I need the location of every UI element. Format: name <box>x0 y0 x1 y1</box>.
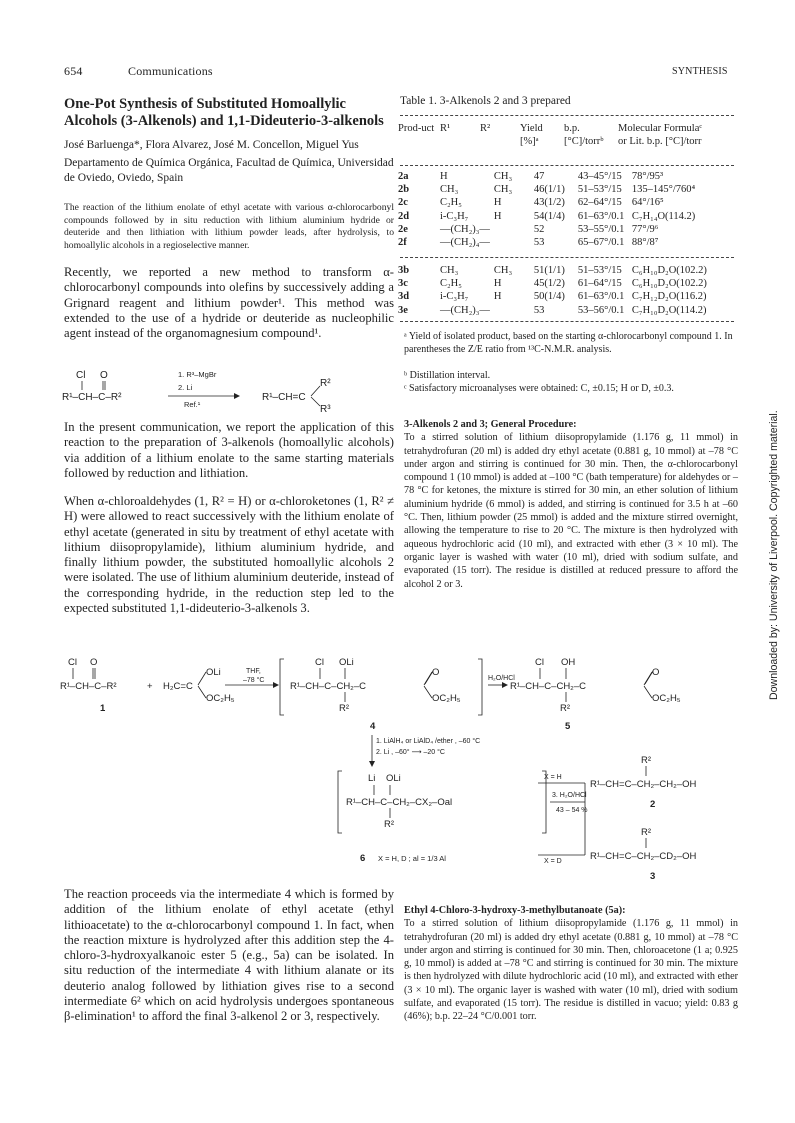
table-cell: i-C₃H₇ <box>440 291 469 303</box>
table-cell: C₇H₁₂D₂O(116.2) <box>631 291 707 303</box>
table-cell: 45(1/2) <box>533 278 565 290</box>
table-cell: 2a <box>398 171 409 182</box>
table-cell: 54(1/4) <box>533 210 565 222</box>
table-cell: C₇H₁₀D₂O(114.2) <box>631 304 707 316</box>
table-cell <box>492 223 532 236</box>
table-cell: 2d <box>398 210 410 222</box>
svg-text:OH: OH <box>561 657 576 668</box>
svg-text:R³: R³ <box>320 404 331 414</box>
svg-text:R²: R² <box>320 378 331 389</box>
general-procedure-text: To a stirred solution of lithium diisopropylamide (1.176 g, 11 mmol) in tetrahydrofuran (20 ml) is added dry ethyl acetate (0.881 g, 10 mmol) at –78 °C under argon and stirring is continued for 30 min. Then, the α-chlorocarbonyl compound 1 (10 mmol) is added at –100 °C (bath temperature) for aldehydes or –78 °C for ketones, the mixture is stirred for 30 min, an ether solution of lithium aluminium hydride (6 mmol) is added, and stirring is continued for 3.5 h at –60 °C. Then, lithium powder (25 mmol) is added and the mixture stirred overnight, allowing the temperature to rise to 20 °C. The mixture is then hydrolyzed with aqueous hydrochloric acid (10 ml), and extracted with ether (3 × 10 ml). The organic layer is washed with water (10 ml), dried with sodium sulfate, and evaporated (15 torr). The residue is distilled at reduced pressure to afford the alcohol 2 or 3. <box>404 432 738 590</box>
table-cell <box>492 236 532 249</box>
ester-procedure-text: To a stirred solution of lithium diisopropylamide (1.176 g, 11 mmol) in tetrahydrofuran (20 ml) is added dry ethyl acetate (0.881 g, 10 mmol) at –78 °C under argon and stirring is continued for 30 min. Then, chloroacetone (1 a; 0.925 g, 10 mmol) is added at –78 °C and stirring is continued for 30 min. The mixture is then hydrolyzed with dilute hydrochloric acid (10 ml), and extracted with ether (3 × 10 ml). The organic layer is washed with water (10 ml), dried with sodium sulfate, and evaporated (15 torr). The residue is distilled in vacuo; yield: 0.83 g (46%); b.p. 22–24 °C/0.001 torr. <box>404 918 738 1023</box>
svg-text:R¹–CH=C–CH₂–CH₂–OH: R¹–CH=C–CH₂–CH₂–OH <box>590 779 697 790</box>
svg-text:R¹–CH–C–CH₂–CX₂–Oal: R¹–CH–C–CH₂–CX₂–Oal <box>346 797 453 808</box>
scheme1-reagent-grignard: 1. R³–MgBr <box>178 370 217 379</box>
table-rule-bottom <box>400 321 734 322</box>
table-cell: 2e <box>398 223 408 235</box>
table-cell: CH₃ <box>493 184 513 196</box>
step4-yield: 43 – 54 % <box>556 807 588 814</box>
abstract: The reaction of the lithium enolate of ethyl acetate with various α-chlorocarbonyl compounds followed by in situ reduction with lithium aluminium hydride or deuteride and then lithiation with lithium powder leads, after hydrolysis, to homoallylic alcohols in a regioselective manner. <box>64 202 394 251</box>
ester-procedure <box>404 904 738 1024</box>
svg-text:R²: R² <box>339 703 350 714</box>
svg-text:Cl: Cl <box>535 657 544 668</box>
table-cell: 51–53°/15 <box>577 184 622 196</box>
table-row <box>396 196 728 209</box>
table-cell: CH₃ <box>493 265 513 276</box>
article-title: One-Pot Synthesis of Substituted Homoallylic Alcohols (3-Alkenols) and 1,1-Dideuterio-3-alkenols <box>64 96 384 129</box>
table-row <box>396 277 728 290</box>
svg-text:R²: R² <box>641 827 652 838</box>
table-cell: H <box>493 197 502 209</box>
table-cell: —(CH₂)₃— <box>440 223 490 235</box>
table-body-3 <box>396 264 728 317</box>
table-row <box>396 170 728 183</box>
table-cell: CH₃ <box>440 184 459 196</box>
label-1: 1 <box>100 703 106 714</box>
label-4: 4 <box>370 721 376 732</box>
table-cell: —(CH₂)₄— <box>440 237 490 249</box>
table-cell: 53 <box>533 237 545 249</box>
table-row <box>396 304 728 317</box>
svg-text:OLi: OLi <box>339 657 354 668</box>
svg-text:O: O <box>652 667 660 678</box>
table-cell: 46(1/1) <box>533 184 565 196</box>
svg-text:OLi: OLi <box>386 773 401 784</box>
table-row <box>396 290 728 303</box>
table-cell: C₇H₁₄O(114.2) <box>631 210 696 222</box>
table-cell: 77°/9⁶ <box>631 223 659 235</box>
branch-d: X = D <box>544 858 562 865</box>
table-cell: 50(1/4) <box>533 291 565 303</box>
table-row <box>396 264 728 277</box>
svg-text:R¹–CH–C–CH₂–C: R¹–CH–C–CH₂–C <box>290 681 367 692</box>
table-cell: 51–53°/15 <box>577 265 622 276</box>
table-cell: 47 <box>533 171 545 182</box>
label-2: 2 <box>650 799 656 810</box>
svg-text:O: O <box>90 657 98 668</box>
footnote-c: ᶜ Satisfactory microanalyses were obtained: C, ±0.15; H or D, ±0.3. <box>404 383 674 394</box>
table-cell: C₆H₁₀D₂O(102.2) <box>631 265 707 276</box>
article-authors: José Barluenga*, Flora Alvarez, José M. Concellon, Miguel Yus <box>64 139 359 151</box>
paragraph-intro: Recently, we reported a new method to transform α-chlorocarbonyl compounds into olefins by successively adding a Grignard reagent and lithium powder¹. This method was extended to the use of a hydride or deuteride as nucleophilic agent instead of the organomagnesium compound¹. <box>64 265 394 341</box>
svg-text:OC₂H₅: OC₂H₅ <box>652 693 681 704</box>
table-cell: 43(1/2) <box>533 197 565 209</box>
table-cell: 135–145°/760⁴ <box>631 184 696 196</box>
table-cell: 3d <box>398 291 410 303</box>
table-cell: H <box>493 278 502 290</box>
table-cell: 51(1/1) <box>533 265 565 276</box>
scheme1-reagent-li: 2. Li <box>178 383 193 392</box>
col-header-formula: Molecular Formulaᶜ or Lit. b.p. [°C]/torr <box>618 123 703 148</box>
svg-text:Cl: Cl <box>68 657 77 668</box>
page-number: 654 <box>64 64 83 78</box>
table-cell: H <box>493 210 502 222</box>
table-cell: 2c <box>398 197 408 209</box>
table-cell: C₆H₁₀D₂O(102.2) <box>631 278 707 290</box>
svg-text:O: O <box>432 667 440 678</box>
table-cell: CH₃ <box>493 171 513 182</box>
step1-solvent: THF, <box>246 668 261 675</box>
table-cell: 53 <box>533 304 545 316</box>
table-rule-group <box>400 257 734 258</box>
affiliation: Departamento de Química Orgánica, Facultad de Química, Universidad de Oviedo, Oviedo, Spain <box>64 157 394 184</box>
svg-text:R¹–CH–C–R²: R¹–CH–C–R² <box>60 681 117 692</box>
reaction-scheme <box>60 655 760 880</box>
table-cell: —(CH₂)₃— <box>440 304 490 316</box>
paragraph-mechanism: The reaction proceeds via the intermediate 4 which is formed by addition of the lithium enolate of ethyl acetate (ethyl lithioacetate) to the α-chlorocarbonyl compound 1. In fact, when the reaction mixture is hydrolyzed after this addition step the 4-chloro-3-hydroxyalkanoic ester 5 (e.g., 5a) can be isolated. In situ reduction of the intermediate 4 with lithium alanate or its deuterio analog followed by lithiation gives rise to a second intermediate 6² which on acid hydrolysis undergoes spontaneous β-elimination¹ to afford the final 3-alkenol 2 or 3, respectively. <box>64 887 394 1024</box>
col-header-yield: Yield [%]ᵃ <box>520 123 543 148</box>
table-cell: H <box>440 171 448 182</box>
table-rule-top <box>400 115 734 116</box>
svg-text:OC₂H₅: OC₂H₅ <box>206 693 235 704</box>
table-cell: 52 <box>533 223 545 235</box>
svg-text:R²: R² <box>560 703 571 714</box>
table-header-row <box>396 122 714 148</box>
step2-hydrolysis: H₂O/HCl <box>488 675 515 682</box>
table-cell: 3b <box>398 265 410 276</box>
table-body-2 <box>396 170 728 249</box>
svg-text:R¹–CH–C–R²: R¹–CH–C–R² <box>62 392 122 403</box>
svg-text:H₂C=C: H₂C=C <box>163 681 193 692</box>
scheme1-ref: Ref.¹ <box>184 400 201 409</box>
svg-text:R¹–CH=C: R¹–CH=C <box>262 392 306 403</box>
table-cell: 2f <box>398 237 407 249</box>
table-cell: 3e <box>398 304 408 316</box>
table-cell: 3c <box>398 278 408 290</box>
table-cell: 53–56°/0.1 <box>577 304 625 316</box>
note-6: X = H, D ; al = 1/3 Al <box>378 854 446 863</box>
label-6: 6 <box>360 853 366 864</box>
table-row <box>396 183 728 196</box>
table-cell: C₂H₅ <box>440 278 462 290</box>
ester-procedure-heading: Ethyl 4-Chloro-3-hydroxy-3-methylbutanoate (5a): <box>404 905 626 916</box>
svg-text:OLi: OLi <box>206 667 221 678</box>
journal-name: SYNTHESIS <box>672 66 728 77</box>
step3-lithiation: 2. Li , –60° ⟶ –20 °C <box>376 749 445 756</box>
table-cell: 88°/8⁷ <box>631 237 659 249</box>
footnote-b: ᵇ Distillation interval. <box>404 370 491 381</box>
label-3: 3 <box>650 871 656 880</box>
svg-text:R¹–CH=C–CH₂–CD₂–OH: R¹–CH=C–CH₂–CD₂–OH <box>590 851 697 862</box>
table-cell: CH₃ <box>440 265 459 276</box>
svg-text:Li: Li <box>368 773 376 784</box>
table-rule-mid <box>400 165 734 166</box>
table-cell: 61–63°/0.1 <box>577 210 625 222</box>
table-cell: 62–64°/15 <box>577 197 622 209</box>
table-caption: Table 1. 3-Alkenols 2 and 3 prepared <box>400 95 571 107</box>
svg-text:O: O <box>100 370 108 381</box>
svg-text:Cl: Cl <box>76 370 86 381</box>
general-procedure <box>404 418 738 591</box>
alkenol-table <box>396 122 714 148</box>
svg-text:+: + <box>147 681 153 692</box>
svg-text:OC₂H₅: OC₂H₅ <box>432 693 461 704</box>
table-row <box>396 223 728 236</box>
table-cell: C₂H₅ <box>440 197 462 209</box>
table-cell <box>492 304 532 317</box>
general-procedure-heading: 3-Alkenols 2 and 3; General Procedure: <box>404 419 577 430</box>
table-cell: 78°/95³ <box>631 171 664 182</box>
step1-temp: –78 °C <box>243 677 265 684</box>
table-cell: 61–64°/15 <box>577 278 622 290</box>
col-header-bp: b.p. [°C]/torrᵇ <box>564 123 604 148</box>
table-row <box>396 210 728 223</box>
branch-h: X = H <box>544 774 562 781</box>
table-cell: H <box>493 291 502 303</box>
table-cell: 65–67°/0.1 <box>577 237 625 249</box>
paragraph-results: When α-chloroaldehydes (1, R² = H) or α-chloroketones (1, R² ≠ H) were allowed to react successively with the lithium enolate of ethyl acetate (generated in situ by treatment of ethyl acetate with lithium diisopropylamide), lithium aluminium hydride, and finally lithium powder, the substituted homoallylic alcohols 2 were isolated. The use of lithium aluminium deuteride, instead of the corresponding hydride, in the reduction step led to the expected substituted 1,1-dideuterio-3-alkenols 3. <box>64 494 394 616</box>
table-row <box>396 236 728 249</box>
col-header-product: Prod-uct <box>398 123 435 134</box>
label-5: 5 <box>565 721 571 732</box>
section-label: Communications <box>128 64 213 78</box>
table-cell: 61–63°/0.1 <box>577 291 625 303</box>
olefination-scheme <box>62 366 362 414</box>
paragraph-application: In the present communication, we report the application of this reaction to the preparation of 3-alkenols (homoallylic alcohols) via addition of a lithium enolate to the same starting materials followed by reduction and lithiation. <box>64 420 394 480</box>
svg-text:R¹–CH–C–CH₂–C: R¹–CH–C–CH₂–C <box>510 681 587 692</box>
table-cell: 53–55°/0.1 <box>577 223 625 235</box>
footnote-a: ᵃ Yield of isolated product, based on the starting α-chlorocarbonyl compound 1. In parentheses the Z/E ratio from ¹³C-N.M.R. analysis. <box>404 331 733 355</box>
svg-text:R²: R² <box>641 755 652 766</box>
col-header-r1: R¹ <box>440 123 451 134</box>
step3-reduction: 1. LiAlH₄ or LiAlD₄ /ether , –60 °C <box>376 738 481 745</box>
step4-hydrolysis: 3. H₂O/HCl <box>552 792 587 799</box>
col-header-r2: R² <box>480 123 491 134</box>
table-cell: 2b <box>398 184 410 196</box>
table-cell: i-C₃H₇ <box>440 210 469 222</box>
svg-text:Cl: Cl <box>315 657 324 668</box>
svg-text:R²: R² <box>384 819 395 830</box>
table-cell: 43–45°/15 <box>577 171 622 182</box>
download-watermark: Downloaded by: University of Liverpool. Copyrighted material. <box>768 410 780 700</box>
table-cell: 64°/16⁵ <box>631 197 664 209</box>
